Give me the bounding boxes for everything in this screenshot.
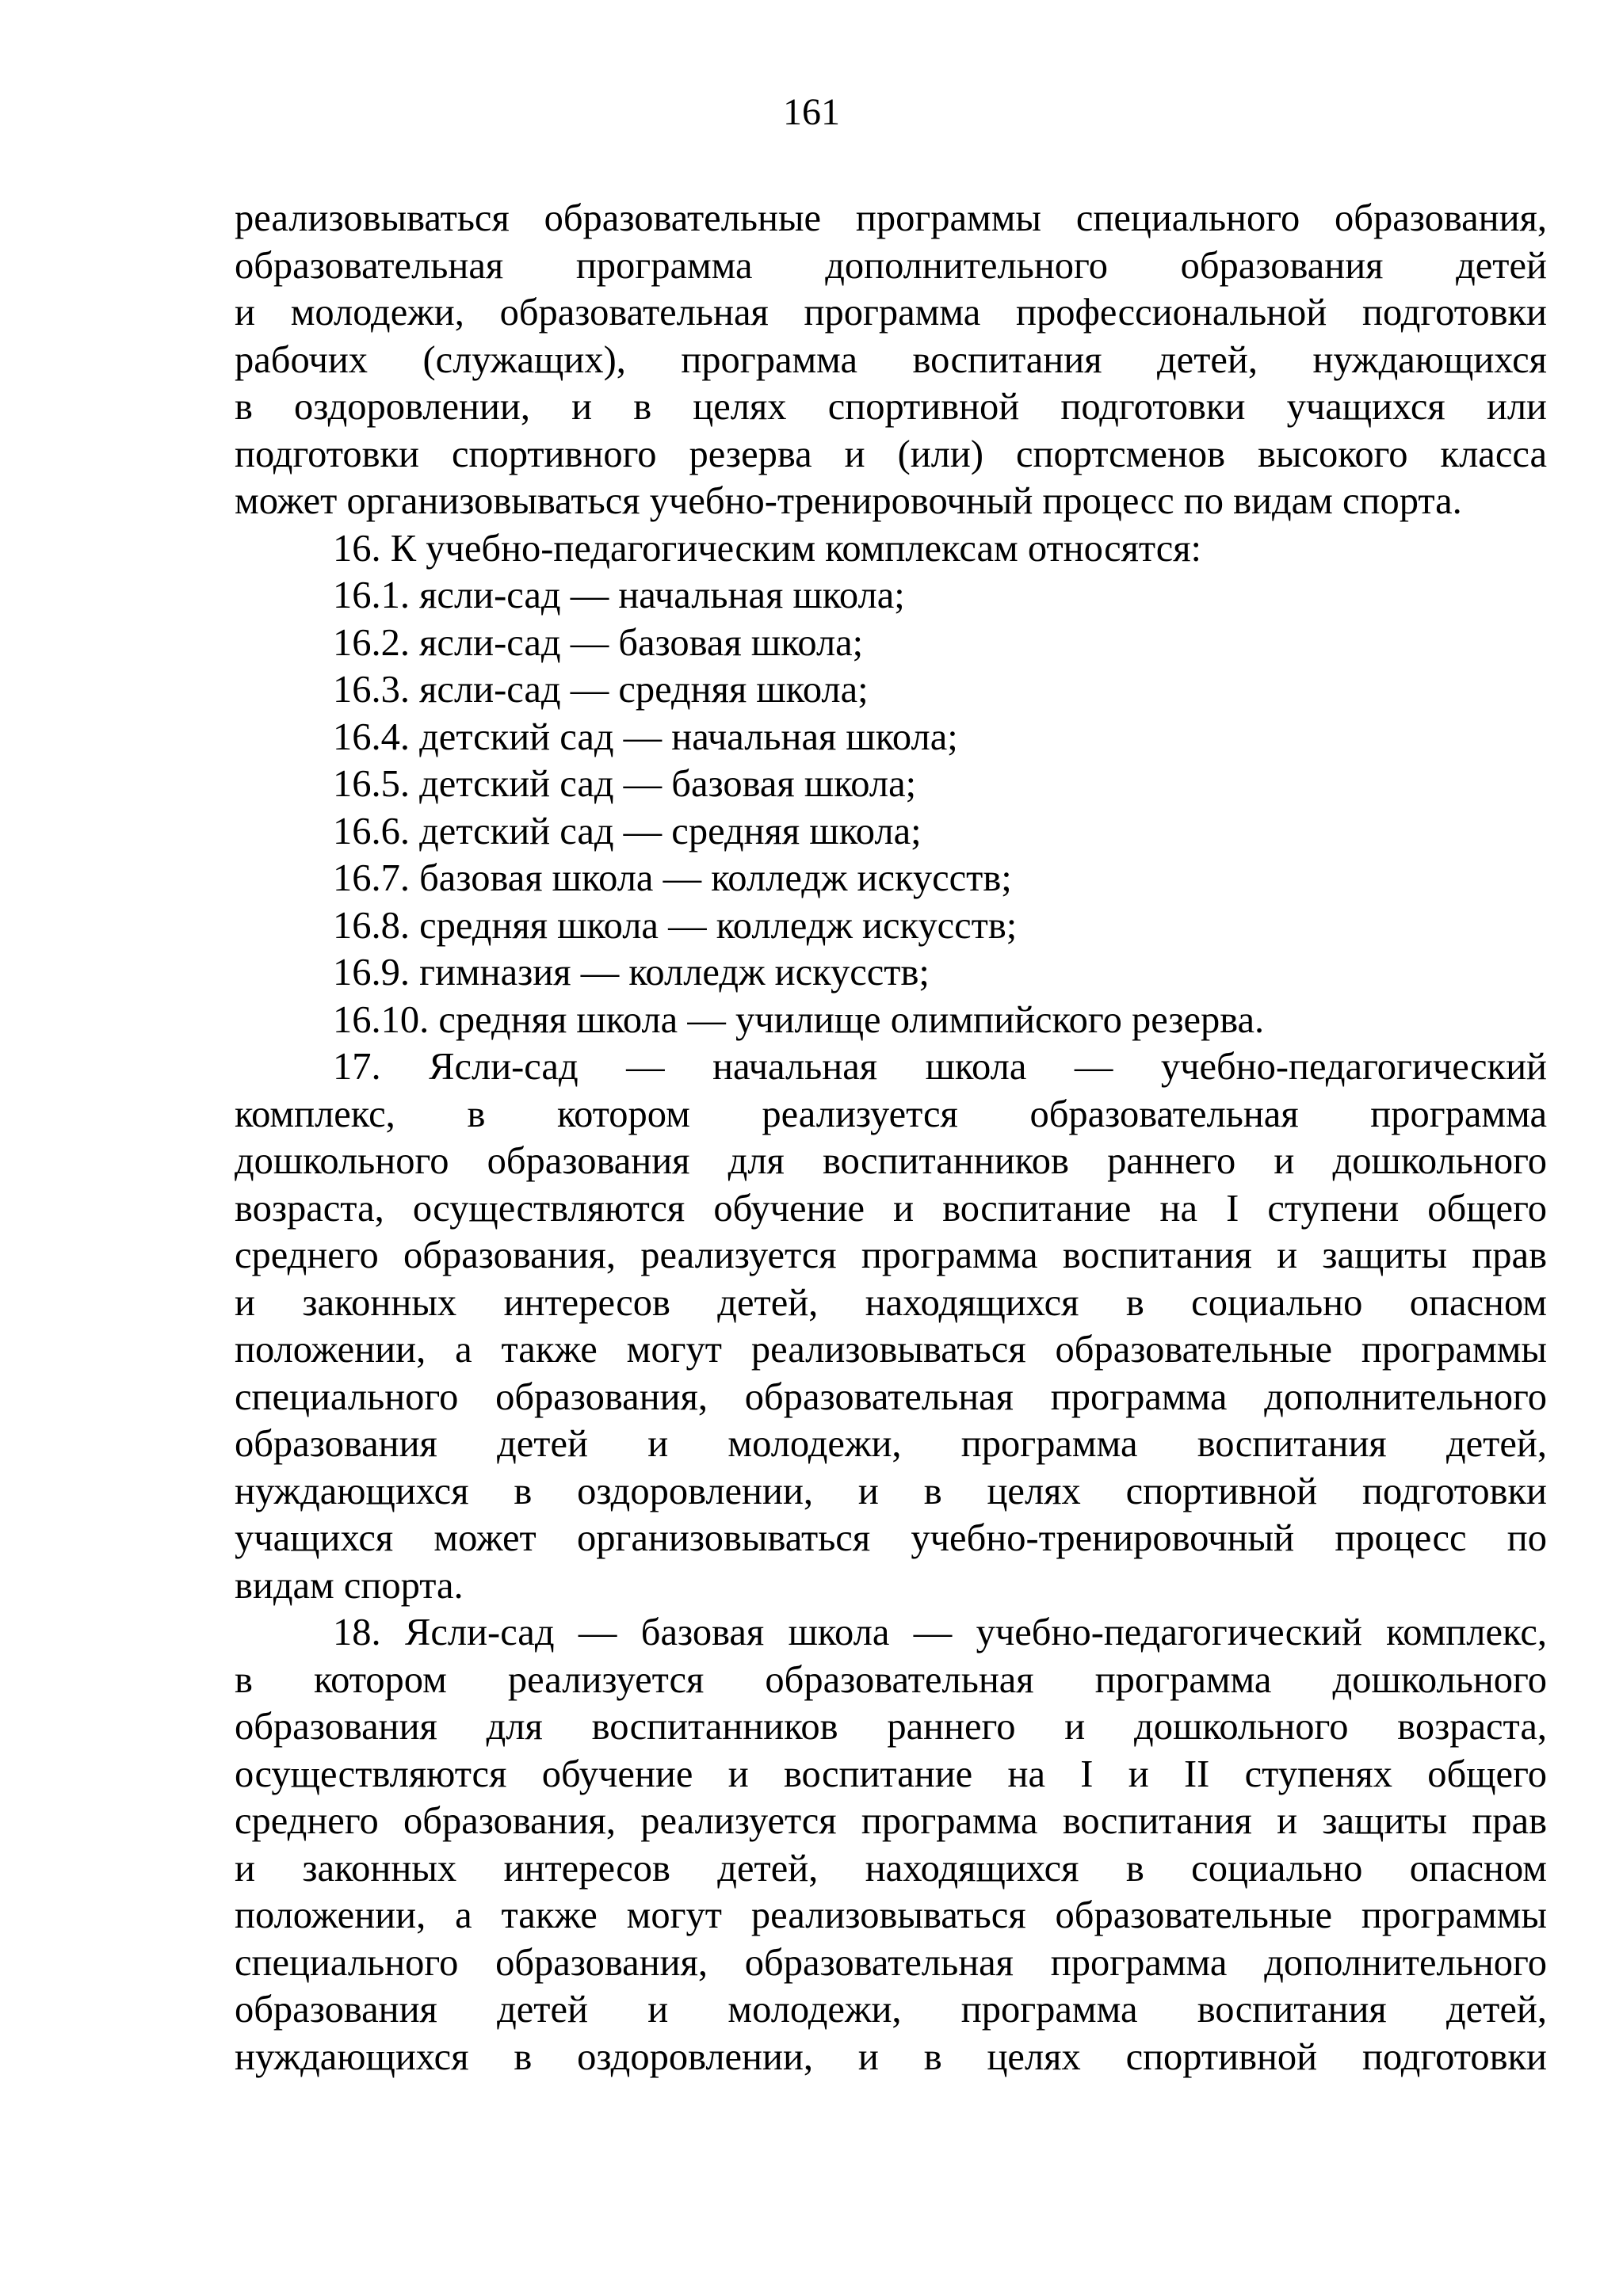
text-line: комплекс, в котором реализуется образовательная программа <box>235 1093 1547 1135</box>
text-line: образовательная программа дополнительного образования детей <box>235 244 1547 287</box>
text-line: специального образования, образовательная программа дополнительного <box>235 1375 1547 1418</box>
text-line: в оздоровлении, и в целях спортивной подготовки учащихся или <box>235 386 1547 428</box>
document-body <box>235 195 1547 2081</box>
text-line: возраста, осуществляются обучение и воспитание на I ступени общего <box>235 1187 1547 1230</box>
text-line: нуждающихся в оздоровлении, и в целях спортивной подготовки <box>235 2035 1547 2078</box>
text-line: 16.8. средняя школа — колледж искусств; <box>333 904 1018 947</box>
text-line: рабочих (служащих), программа воспитания детей, нуждающихся <box>235 338 1547 381</box>
text-line: положении, а также могут реализовываться образовательные программы <box>235 1894 1547 1936</box>
text-line: и законных интересов детей, находящихся в социально опасном <box>235 1281 1547 1324</box>
text-line: 16.3. ясли-сад — средняя школа; <box>333 669 869 711</box>
text-line: среднего образования, реализуется программа воспитания и защиты прав <box>235 1800 1547 1842</box>
text-line: дошкольного образования для воспитанников раннего и дошкольного <box>235 1140 1547 1182</box>
text-line: может организовываться учебно-тренировочный процесс по видам спорта. <box>235 480 1462 522</box>
text-line: осуществляются обучение и воспитание на I и II ступенях общего <box>235 1753 1547 1795</box>
text-line: 16.5. детский сад — базовая школа; <box>333 763 917 805</box>
text-line: реализовываться образовательные программы специального образования, <box>235 197 1547 239</box>
text-line: специального образования, образовательная программа дополнительного <box>235 1941 1547 1984</box>
text-line: образования детей и молодежи, программа воспитания детей, <box>235 1989 1547 2031</box>
text-line: подготовки спортивного резерва и (или) спортсменов высокого класса <box>235 433 1547 475</box>
text-line: и молодежи, образовательная программа профессиональной подготовки <box>235 292 1547 334</box>
text-line: образования для воспитанников раннего и дошкольного возраста, <box>235 1706 1547 1748</box>
text-line: учащихся может организовываться учебно-тренировочный процесс по <box>235 1517 1547 1559</box>
text-line: 16.6. детский сад — средняя школа; <box>333 810 922 852</box>
text-line: нуждающихся в оздоровлении, и в целях спортивной подготовки <box>235 1470 1547 1512</box>
text-line: 17. Ясли-сад — начальная школа — учебно-педагогический <box>333 1046 1547 1088</box>
text-line: 16.10. средняя школа — училище олимпийского резерва. <box>333 998 1265 1041</box>
text-line: в котором реализуется образовательная программа дошкольного <box>235 1658 1547 1701</box>
text-line: видам спорта. <box>235 1564 464 1607</box>
text-line: 16.2. ясли-сад — базовая школа; <box>333 621 864 664</box>
text-line: 16.9. гимназия — колледж искусств; <box>333 952 930 994</box>
text-line: 16.7. базовая школа — колледж искусств; <box>333 857 1012 899</box>
page-number: 161 <box>783 91 840 133</box>
text-line: 18. Ясли-сад — базовая школа — учебно-педагогический комплекс, <box>333 1611 1547 1653</box>
text-line: 16.1. ясли-сад — начальная школа; <box>333 574 905 616</box>
text-line: и законных интересов детей, находящихся в социально опасном <box>235 1847 1547 1890</box>
text-line: образования детей и молодежи, программа воспитания детей, <box>235 1423 1547 1465</box>
text-line: положении, а также могут реализовываться образовательные программы <box>235 1329 1547 1371</box>
text-line: 16. К учебно-педагогическим комплексам относятся: <box>333 527 1202 570</box>
text-line: среднего образования, реализуется программа воспитания и защиты прав <box>235 1234 1547 1276</box>
text-line: 16.4. детский сад — начальная школа; <box>333 715 958 758</box>
